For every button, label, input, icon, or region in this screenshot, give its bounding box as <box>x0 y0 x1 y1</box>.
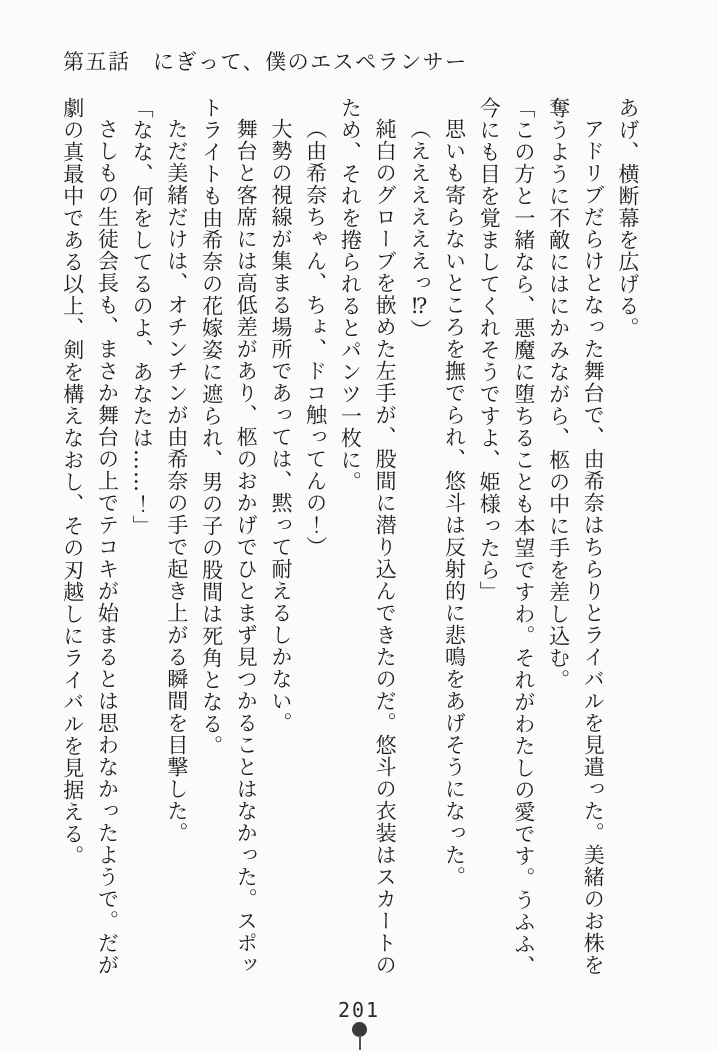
paragraph: 思いも寄らないところを撫でられ、悠斗は反射的に悲鳴をあげそうになった。 <box>442 118 467 888</box>
paragraph: 大勢の視線が集まる場所であっては、黙って耐えるしかない。 <box>268 118 293 734</box>
paragraph: 「なな、何をしてるのよ、あなたは……！」 <box>130 97 155 537</box>
main-text-block <box>55 97 645 981</box>
paragraph: 純白のグローブを嵌めた左手が、股間に潜り込んできたのだ。悠斗の衣装はスカートのため、それを捲られるとパンツ一枚に。 <box>338 97 398 976</box>
page-number: 201 <box>337 998 381 1022</box>
page-footer <box>0 998 718 1050</box>
paragraph: （由希奈ちゃん、ちょ、ドコ触ってんの！） <box>303 118 328 558</box>
paragraph: あげ、横断幕を広げる。 <box>616 97 640 339</box>
ornament-stem <box>359 1035 361 1050</box>
chapter-header: 第五話 にぎって、僕のエスペランサー <box>63 50 468 74</box>
paragraph: 舞台と客席には高低差があり、柩のおかげでひとまず見つかることはなかった。スポットライトも由希奈の花嫁姿に遮られ、男の子の股間は死角となる。 <box>199 97 259 976</box>
paragraph: （ええええええっ⁉） <box>407 118 432 341</box>
paragraph: 「この方と一緒なら、悪魔に堕ちることも本望ですわ。それがわたしの愛です。うふふ、今にも目を覚ましてくれそうですよ、姫様ったら」 <box>477 97 536 977</box>
paragraph: さしもの生徒会長も、まさか舞台の上でテコキが始まるとは思わなかったようで。だが劇の真最中である以上、剣を構えなおし、その刃越しにライバルを見据える。 <box>60 97 120 976</box>
paragraph: アドリブだらけとなった舞台で、由希奈はちらりとライバルを見遣った。美緒のお株を奪うように不敵にはにかみながら、柩の中に手を差し込む。 <box>546 97 606 976</box>
paragraph: ただ美緒だけは、オチンチンが由希奈の手で起き上がる瞬間を目撃した。 <box>164 118 189 844</box>
